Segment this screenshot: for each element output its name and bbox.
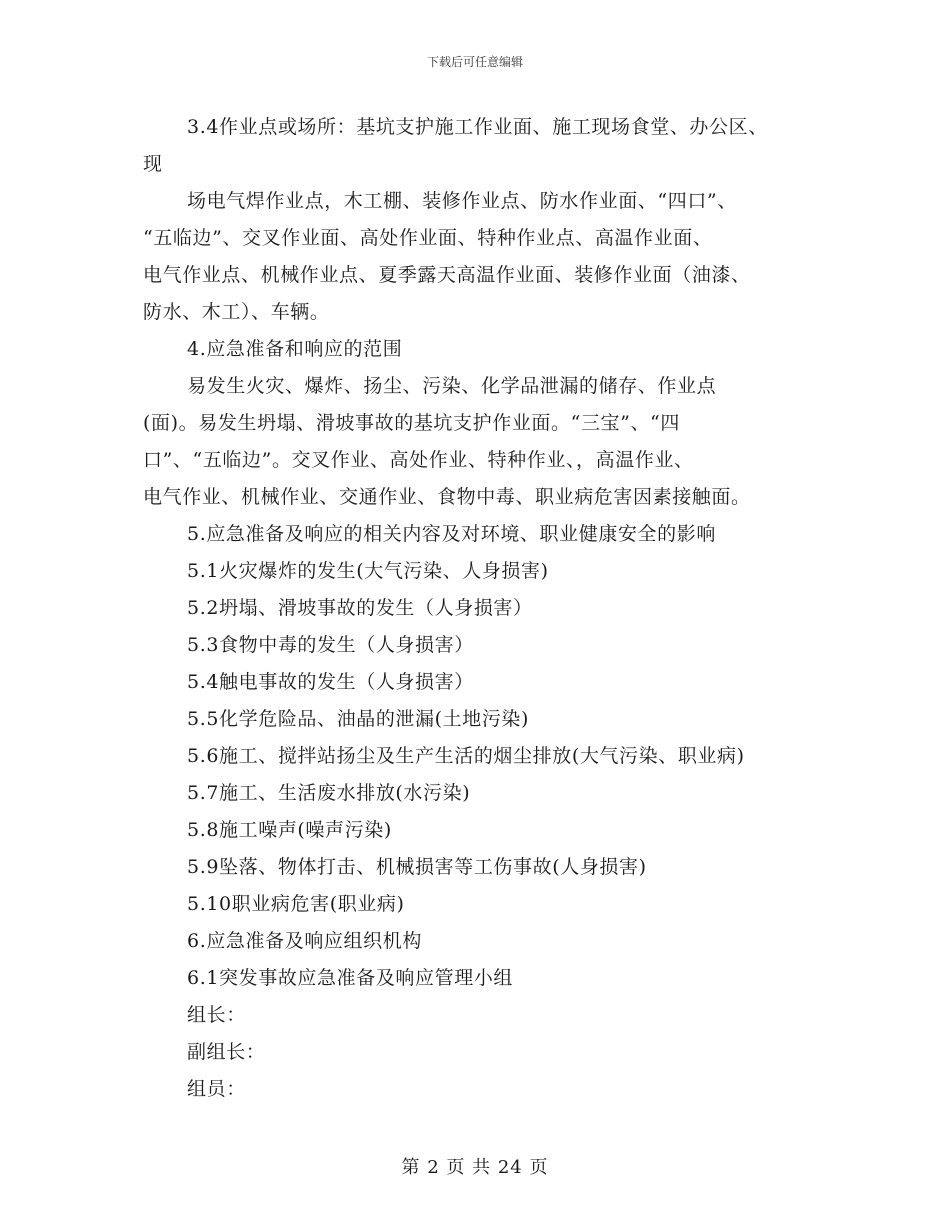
form-field-label: 副组长： [187, 1041, 266, 1063]
form-field-label: 组长： [187, 1004, 246, 1026]
paragraph-line: 电气作业点、机械作业点、夏季露天高温作业面、装修作业面（油漆、 [143, 264, 751, 286]
paragraph-line: 口”、“五临边”。交叉作业、高处作业、特种作业、，高温作业、 [143, 449, 694, 471]
list-item: 5.3食物中毒的发生（人身损害） [187, 634, 474, 656]
list-item: 5.2坍塌、滑坡事故的发生（人身损害） [187, 597, 533, 619]
list-item: 5.4触电事故的发生（人身损害） [187, 671, 474, 693]
paragraph-line: 易发生火灾、爆炸、扬尘、污染、化学品泄漏的储存、作业点 [187, 375, 717, 397]
document-body [143, 109, 843, 1108]
paragraph-line: 现 [143, 153, 163, 175]
list-item: 5.7施工、生活废水排放(水污染) [187, 782, 471, 804]
list-item: 5.1火灾爆炸的发生(大气污染、人身损害) [187, 560, 549, 582]
section-heading: 6.应急准备及响应组织机构 [187, 930, 422, 952]
paragraph-line: “五临边”、交叉作业面、高处作业面、特种作业点、高温作业面、 [143, 227, 713, 249]
subsection-heading: 6.1突发事故应急准备及响应管理小组 [187, 967, 514, 989]
paragraph-line: (面)。易发生坍塌、滑坡事故的基坑支护作业面。“三宝”、“四 [143, 412, 680, 434]
paragraph-line: 防水、木工）、车辆。 [143, 301, 330, 323]
header-note: 下载后可任意编辑 [426, 55, 523, 69]
paragraph-line: 场电气焊作业点，木工棚、装修作业点、防水作业面、“四口”、 [187, 190, 737, 212]
list-item: 5.9坠落、物体打击、机械损害等工伤事故(人身损害) [187, 856, 647, 878]
page-footer: 第 2 页 共 24 页 [401, 1157, 549, 1178]
list-item: 5.8施工噪声(噪声污染) [187, 819, 392, 841]
form-field-label: 组员： [187, 1078, 246, 1100]
list-item: 5.5化学危险品、油晶的泄漏(土地污染) [187, 708, 530, 730]
list-item: 5.10职业病危害(职业病) [187, 893, 405, 915]
paragraph-line: 电气作业、机械作业、交通作业、食物中毒、职业病危害因素接触面。 [143, 486, 751, 508]
list-item: 5.6施工、搅拌站扬尘及生产生活的烟尘排放(大气污染、职业病) [187, 745, 745, 767]
section-heading: 4.应急准备和响应的范围 [187, 338, 403, 360]
paragraph-line: 3.4作业点或场所：基坑支护施工作业面、施工现场食堂、办公区、 [187, 116, 768, 138]
section-heading: 5.应急准备及响应的相关内容及对环境、职业健康安全的影响 [187, 523, 716, 545]
